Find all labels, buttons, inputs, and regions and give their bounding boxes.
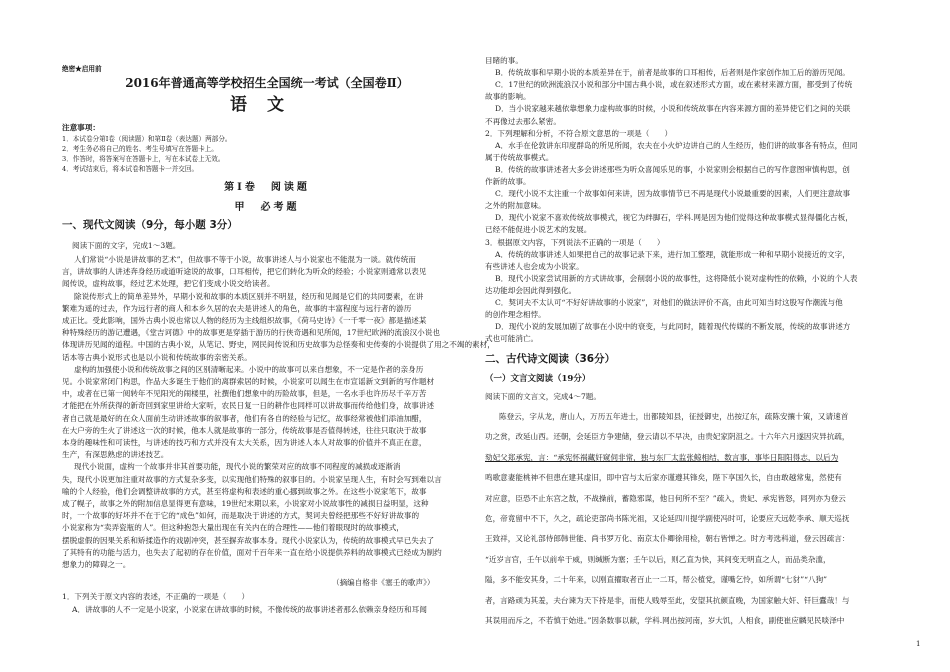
- page-number: 1: [916, 640, 921, 648]
- question-line: 3．根据原文内容，下列说法不正确的一项是（ ）: [485, 237, 665, 247]
- classical-line: 者，言路顽为其羞，夫台谏为天下持是非，而使人贱辱至此，安望其抗颜直晚，为国家触大奸、钎巨蠹哉！与: [485, 595, 850, 605]
- passage-line: 喻的个人经验，他们会调整讲故事的方式，甚至将虚构和表述的重心挪到故事之外。在这些小说家笔下，故事: [62, 486, 427, 496]
- question-line: A．传统的故事讲述人如果把自己的故事记录下来，进行加工整理，就能形成一种和早期小说接近的文字，: [495, 249, 850, 259]
- question-line: 作新的故事。: [485, 177, 531, 186]
- section-1-instruction: 阅读下面的文字，完成1～3题。: [72, 241, 181, 250]
- question-line: 故事的影响。: [485, 92, 531, 102]
- passage-line: 生产，有深思熟虑的讲述技艺。: [62, 450, 169, 460]
- section-2-title: 二、古代诗文阅读（36分）: [485, 353, 616, 365]
- question-1-stem: 1．下列关于原文内容的表述，不正确的一项是（ ）: [62, 592, 250, 601]
- passage-line: 成正比。受此影响，国外古典小说也常以人物的经历为主线组织故事，《荷马史诗》《一千零一夜》都是描述某: [62, 316, 427, 325]
- question-line: 不再像过去那么紧密。: [485, 116, 561, 126]
- part-title: 第Ⅰ卷 阅读题: [224, 182, 310, 193]
- passage-line: 体现讲历见闻的道程。中国的古典小说，从笔记、野史，网民间传说和历史故事为总怪奏和史传奏的小说提供了用之不竭的素材，: [62, 340, 495, 350]
- classical-line: 鸣歌意妻能桃神不但患在建其虚旧，即中宫与太后家亦谨遵其锋矣，陛下享国久长，自由敢越常鬼，然使有: [485, 473, 842, 483]
- passage-line: 在大户旁的生火了讲述这一次的时候，他本人就是故事的一部分，传统故事是否值得转述，往往只取决于故事: [62, 425, 427, 435]
- notice-item: 1．本试卷分第Ⅰ卷（阅读题）和第Ⅱ卷（表达题）两部分。: [62, 135, 232, 143]
- secret-mark: 绝密★启用前: [62, 65, 102, 73]
- question-line: C．契诃夫不太认可“不好好讲故事的小说家”，对他们的做法评价不高，由此可知当时这股写作潮流与他: [495, 298, 843, 307]
- passage-line: 失，现代小说更加注重对故事的方式复杂多变，以实现他们特殊的叙事目的。小说家呈现人生，有时会写到难以言: [62, 474, 442, 484]
- question-line: 式也可能消亡。: [485, 334, 539, 344]
- question-line: 的创作理念相悖。: [485, 310, 546, 320]
- passage-line: 时，一个故事的好坏并不在于它的“成色”如何，而是取决于讲述的方式，契诃夫曾经把那些不好好讲故事的: [62, 511, 420, 521]
- question-line: A．水手在伦敦讲东印度群岛的所见所闻，农夫在小火炉边讲自己的人生经历，他们讲的故事各有特点，但同: [495, 140, 858, 150]
- question-line: 2．下列理解和分析，不符合原文意思的一项是（ ）: [485, 128, 673, 138]
- question-line: D．现代小说家不喜欢传统故事模式，视它为绊脚石，学科.网是因为他们觉得这种故事模式显得僵化古板，: [495, 213, 853, 223]
- passage-line: 话本等古典小说形式也是以小说和传统故事的亲密关系。: [62, 352, 252, 362]
- notice-item: 3．作答时，将答案写在答题卡上，写在本试卷上无效。: [62, 155, 225, 163]
- question-line: D．当小说家越来越依靠想象力虚构故事的时候，小说和传统故事在内容来源方面的差异使它们之间的关联: [495, 104, 851, 114]
- passage-line: 闻传说，虚构故事，经过艺术处理，把它们变成小说交给读者。: [62, 279, 275, 289]
- question-line: B．传统故事和早期小说的本质差异在于，前者是故事的口耳相传，后者则是作家创作加工后的游历见闻。: [495, 68, 850, 78]
- classical-line: 危，帝竟留中不下，久之，疏论吏部尚书陈光祖，又论延四川提学副使冯时可，论要应夭远乾李承、顺天巡抚: [485, 514, 850, 523]
- passage-line: 小说家称为“卖弄瓷瓶的人”。但这种抱怨大量出现在有关内在的合理性——他们着眼现时的故事模式，: [62, 523, 404, 533]
- section-2-subtitle: （一）文言文阅读（19分）: [485, 374, 591, 384]
- classical-line: 隘，多不能安其身，二十年来，以刚直擢取者百止一二耳，帮公植党，谨嘴乞怜，如所谓“七豺”“八狗”: [485, 575, 828, 585]
- section-1-title: 一、现代文阅读（9分，每小题 3分）: [62, 219, 238, 231]
- classical-line: 王致祥，又论礼部侍郎韩世能、尚书罗万化、南京太仆卿徐用检，朝右皆惮之。时方考选科道，登云因疏言：: [485, 534, 850, 544]
- passage-line: 中，或者在已第一阅转年不见阳光的闹楼里，社撰他们想象中的历险故事，但是，一名水手也许历尽千辛万苦: [62, 389, 427, 399]
- question-line: C．17世纪的欧洲流浪汉小说和部分中国古典小说，或在叙述形式方面，或在素材来源方面，都受到了传统: [495, 80, 853, 90]
- passage-line: 现代小说面，虚构一个故事并非其首要功能，现代小说的繁荣对应的故事不同程度的减损或逐渐消: [74, 462, 401, 472]
- subject-title: 语文: [230, 95, 304, 115]
- classical-line: 对应意，臣恐不止东宫之敖，不战操前，蓄隐邪谋，他日何所不至？”疏入，贵妃、承宪皆怒，同列亦为登云: [485, 493, 846, 503]
- question-line: D．现代小说的发展加剧了故事在小说中的衰变，与此同时，随着现代传媒的不断发展，传统的故事讲述方: [495, 322, 851, 332]
- classical-line: “近岁言官，壬午以前牟于威，则缄断为塞；壬午以后，则乙直为快，其间变无明直之人，而品类杂滥，: [485, 554, 831, 564]
- classical-line: 陈登云，字从龙，唐山人，万历五年进士，出都陵知县，征授御史，出按辽东，疏陈安攘十策，又请速首: [499, 412, 849, 421]
- question-line: B．现代小说家尝试用新的方式讲故事，会削弱小说的故事性，这将降低小说对虚构性的依赖，小说的个人表: [495, 273, 858, 283]
- section-2-instruction: 阅读下面的文言文，完成4～7题。: [485, 392, 601, 401]
- passage-line: 成了幌子，故事之外的附加信息显得更有意味，19世纪末期以来，小说家对小说故事性的减损日益明显，这种: [62, 499, 429, 508]
- passage-line: 才能把在外所获得的新奇回到家里讲给大家听，农民日复一日的耕作也同样可以讲故事而传给他们身，故事讲述: [62, 401, 435, 411]
- exam-title: 2016年普通高等学校招生全国统一考试（全国卷Ⅱ）: [125, 76, 409, 90]
- part-subtitle: 甲 必考题: [234, 202, 300, 213]
- passage-line: 人们常说“小说是讲故事的艺术”，但故事不等于小说，故事讲述人与小说家也不能混为一谈。就传统而: [74, 255, 416, 264]
- passage-line: 虚构的加强使小说和传统故事之间的区别清晰起来。小说中的故事可以来自想象，不一定是作者的亲身历: [74, 364, 424, 374]
- notice-title: 注意事项：: [62, 123, 100, 132]
- question-line: 目睹的事。: [485, 56, 523, 65]
- passage-line: 本身的趣味性和可读性，与讲述的技巧和方式并没有太大关系，因为讲述人本人对故事的价值并不真正在意，: [62, 438, 427, 447]
- question-1-option-a: A．讲故事的人不一定是小说家，小说家在讲故事的时候，不像传统的故事讲述者那么依赖亲身经历和耳闻: [72, 605, 427, 614]
- passage-line: 言，讲故事的人讲述奔身经历或道听途说的故事，口耳相传，把它们转化为听众的经验；小说家则通常以表见: [62, 267, 427, 277]
- passage-line: 种特殊经历的游记遭遇，《堂吉诃德》中的故事更是穿插于游历的行侠奇遇和见所闻，17世纪欧洲的流浪汉小说也: [62, 328, 440, 338]
- question-line: 达功能却会因此得到强化。: [485, 285, 577, 295]
- question-line: 属于传统故事模式。: [485, 152, 554, 162]
- classical-line: 劾妃父郑承宪，言：“承宪怀祸藏奸窥伺非常，独与东厂太监张鲸相结，数言事，事毕日阳阳得志，以后为: [485, 452, 839, 462]
- passage-line: 除说传形式上的简单差异外，早期小说和故事的本质区别并不明显，经历和见闻是它们的共同要素，在讲: [74, 291, 424, 301]
- passage-line: 摆脱虚假的因果关系和矫揉造作的戏剧冲突，甚至摒弃故事本身。现代小说家认为，传统的故事模式早已失去了: [62, 535, 435, 545]
- classical-line: 功之赏，改延山西。还朝，会延臣方争建储，登云请以不早决，由贵妃家阴沮之。十六年六月遂因灾异抗疏，: [485, 432, 850, 442]
- passage-line: 繁难为遥的过去，作为远行者的商人和本乡久居的农夫是讲述人的角色，故事的丰富程度与远行者的游历: [62, 303, 412, 313]
- question-line: C．现代小说不太注重一个故事如何来讲，因为故事情节已不再是现代小说最重要的因素，人们更注意故事: [495, 189, 851, 199]
- question-line: 之外的附加意味。: [485, 201, 546, 211]
- notice-item: 2．考生务必将自己的姓名、考生号填写在答题卡上。: [62, 145, 218, 153]
- passage-line: 见。小说家常闭门构思，作品大多诞生于他们的离群索居的时候，小说家可以闻生在市宣谣新文到新的写作题材: [62, 377, 435, 386]
- passage-source: （摘编自格非《塞壬的歌声》）: [332, 578, 435, 587]
- question-line: 已经不能促进小说艺术的发展。: [485, 225, 592, 235]
- classical-line: 其误用而斥之，不若慎于始进。”因条数事以献，学科.网出按河南，岁大饥，人相食，副使崔应麟见民啖泽中: [485, 616, 845, 625]
- notice-item: 4．考试结束后，将本试卷和答题卡一并交回。: [62, 165, 199, 173]
- question-line: 有些讲述人也会成为小说家。: [485, 261, 584, 271]
- passage-line: 者自己就是最好的在众人面前生动讲述故事的叙事者，他们有各自的经验与记忆，故事经常被他们添油加醋，: [62, 413, 427, 423]
- passage-line: 了其特有的功能与活力，也失去了起初的存在价值，面对千百年来一直在给小说提供养料的故事模式已经成为制约: [62, 547, 442, 557]
- question-line: B．传统的故事讲述者大多会讲述那些为听众喜闻乐见的事，小说家则会根据自己的写作意图审慎构思，创: [495, 164, 850, 174]
- passage-line: 想象力的障碍之一。: [62, 560, 131, 569]
